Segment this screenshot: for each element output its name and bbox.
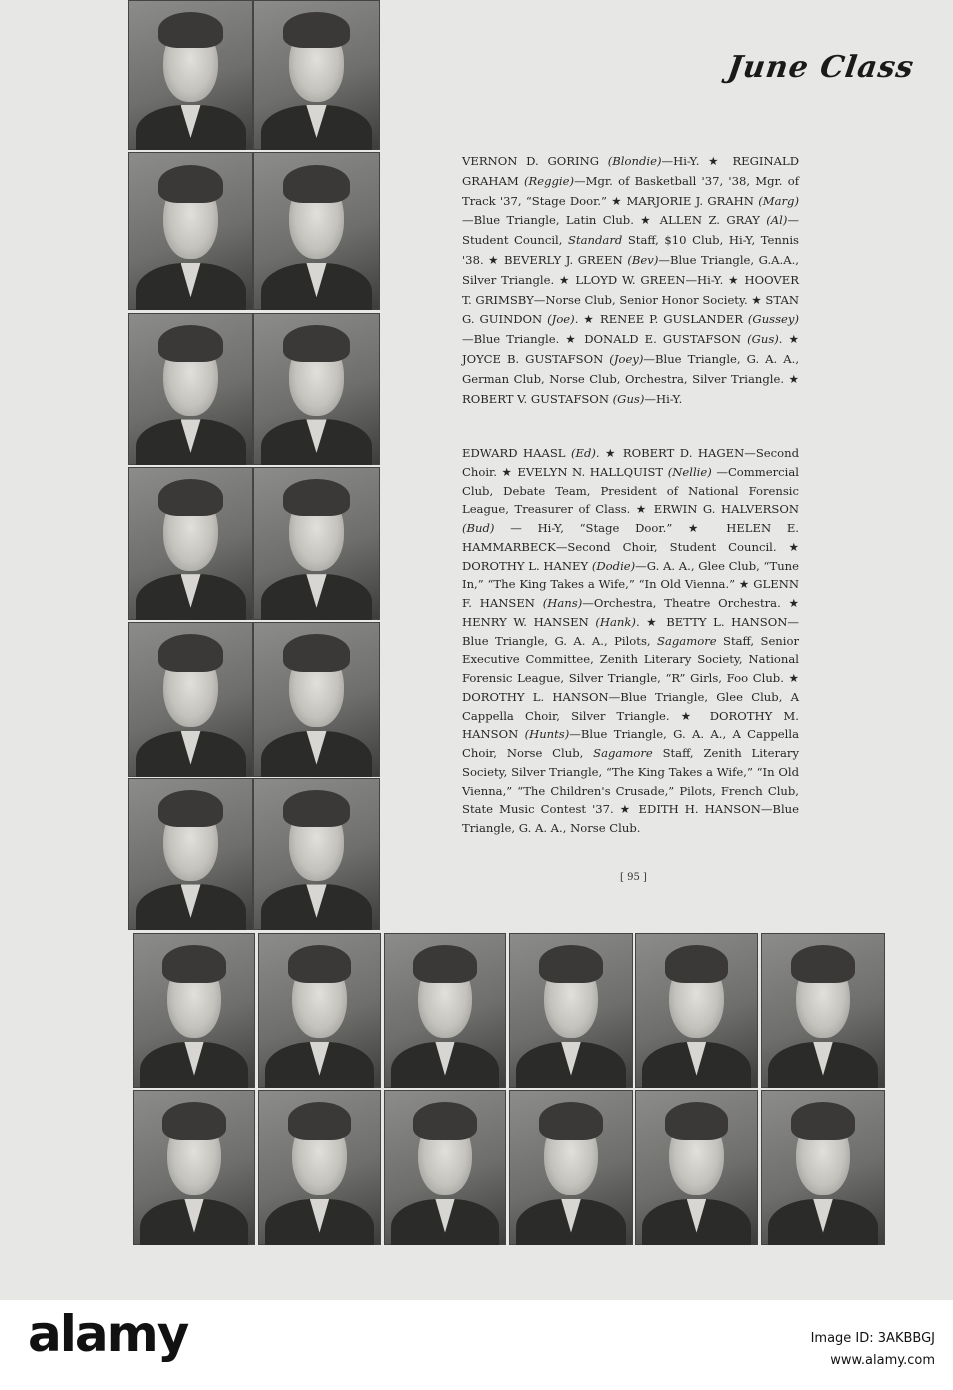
student-portrait-photo xyxy=(384,1090,506,1245)
nickname-text: (Blondie) xyxy=(607,154,662,168)
biography-text: — Hi-Y, “Stage Door.” ★ HELEN E. HAMMARBECK—Second Choir, Student Council. ★ DOROTHY L. HANEY xyxy=(462,521,799,573)
biography-text: —Blue Triangle. ★ DONALD E. GUSTAFSON xyxy=(462,332,748,347)
alamy-logo: alamy xyxy=(28,1305,188,1363)
nickname-text: (Gus). xyxy=(747,332,783,347)
nickname-text: (Al) xyxy=(766,213,788,228)
student-portrait-photo xyxy=(509,1090,633,1245)
nickname-text: (Joe). xyxy=(547,312,579,327)
biography-text: —Blue Triangle, G.A.A., Silver Triangle. ★ LLOYD W. GREEN—Hi-Y. ★ HOOVER T. GRIMSBY—Norse Club, Senior Honor Society. ★ STAN G. GUINDON xyxy=(462,252,799,327)
biography-text: Staff, $10 Club, Hi-Y, Tennis '38. ★ BEVERLY J. GREEN xyxy=(462,233,799,267)
biography-text: Staff, Senior Executive Committee, Zenith Literary Society, National Forensic League, Silver Triangle, “R” Girls, Foo Club. ★ DOROTHY L. HANSON—Blue Triangle, Glee Club, A Cappella Choir, Silver Triangle. ★ DOROTHY M. HANSON xyxy=(462,633,799,742)
biography-paragraph-g xyxy=(462,152,799,409)
biography-text: —Blue Triangle, Latin Club. ★ ALLEN Z. GRAY xyxy=(462,213,767,228)
biography-text: ★ RENEE P. GUSLANDER xyxy=(578,312,748,327)
nickname-text: (Reggie) xyxy=(523,173,575,188)
nickname-text: (Hunts) xyxy=(524,727,570,742)
biography-text: —Hi-Y. xyxy=(644,391,683,406)
biography-text: ★ JOYCE B. GUSTAFSON xyxy=(462,332,799,366)
biography-text: ★ ROBERT D. HAGEN—Second Choir. ★ EVELYN N. HALLQUIST xyxy=(462,446,799,479)
biography-text: Staff, Zenith Literary Society, Silver Triangle, “The King Takes a Wife,” “In Old Vienna,” “The Children's Crusade,” Pilots, French Club, State Music Contest '37. ★ EDITH H. HANSON—Blue Triangle, G. A. A., Norse Club. xyxy=(462,746,799,835)
nickname-text: (Gus) xyxy=(612,391,645,406)
image-id: Image ID: 3AKBBGJ xyxy=(810,1331,935,1346)
student-portrait-photo xyxy=(253,622,380,777)
student-portrait-photo xyxy=(128,778,253,930)
student-portrait-photo xyxy=(128,152,253,310)
page-number: [ 95 ] xyxy=(620,872,647,883)
student-portrait-photo xyxy=(128,467,253,620)
nickname-text: (Bev) xyxy=(627,252,659,267)
student-portrait-photo xyxy=(635,933,758,1088)
nickname-text: (Gussey) xyxy=(747,312,799,327)
student-portrait-photo xyxy=(635,1090,758,1245)
student-portrait-photo xyxy=(253,778,380,930)
nickname-text: (Hans) xyxy=(542,596,583,610)
nickname-text: (Bud) xyxy=(462,521,495,535)
biography-text: —Blue Triangle, G. A. A., German Club, Norse Club, Orchestra, Silver Triangle. ★ ROBERT V. GUSTAFSON xyxy=(462,351,800,406)
student-portrait-photo xyxy=(128,313,253,465)
biography-text: —Student Council, xyxy=(462,213,799,248)
biography-text: —Commercial Club, Debate Team, President of National Forensic League, Treasurer of Class. ★ ERWIN G. HALVERSON xyxy=(462,464,800,517)
biography-text: VERNON D. GORING xyxy=(462,154,608,168)
alamy-url: www.alamy.com xyxy=(830,1353,935,1368)
student-portrait-photo xyxy=(133,1090,255,1245)
nickname-text: (Hank). xyxy=(595,614,640,629)
student-portrait-photo xyxy=(128,0,253,150)
student-portrait-photo xyxy=(253,467,380,620)
student-portrait-photo xyxy=(761,1090,885,1245)
nickname-text: Standard xyxy=(568,233,623,248)
student-portrait-photo xyxy=(258,1090,381,1245)
student-portrait-photo xyxy=(133,933,255,1088)
biography-text: —Blue Triangle, G. A. A., A Cappella Choir, Norse Club, xyxy=(462,727,799,760)
biography-text: —G. A. A., Glee Club, “Tune In,” “The King Takes a Wife,” “In Old Vienna.” ★ GLENN F. HANSEN xyxy=(462,558,800,610)
biography-text: —Mgr. of Basketball '37, '38, Mgr. of Track '37, “Stage Door.” ★ MARJORIE J. GRAHN xyxy=(462,173,800,208)
student-portrait-photo xyxy=(253,152,380,310)
student-portrait-photo xyxy=(253,313,380,465)
student-portrait-photo xyxy=(258,933,381,1088)
biography-paragraph-h xyxy=(462,444,799,838)
nickname-text: Sagamore xyxy=(657,633,717,648)
student-portrait-photo xyxy=(761,933,885,1088)
nickname-text: (Ed). xyxy=(571,446,600,460)
biography-text: ★ BETTY L. HANSON—Blue Triangle, G. A. A., Pilots, xyxy=(462,614,799,648)
nickname-text: (Joey) xyxy=(609,351,644,366)
nickname-text: Sagamore xyxy=(593,746,653,760)
image-id-block xyxy=(811,1328,935,1372)
student-portrait-photo xyxy=(253,0,380,150)
page-title: June Class xyxy=(725,50,917,85)
student-portrait-photo xyxy=(384,933,506,1088)
nickname-text: (Dodie) xyxy=(591,558,636,573)
nickname-text: (Nellie) xyxy=(667,464,712,479)
biography-text: EDWARD HAASL xyxy=(462,446,571,460)
biography-text: —Hi-Y. ★ REGINALD GRAHAM xyxy=(462,154,799,188)
biography-text: —Orchestra, Theatre Orchestra. ★ HENRY W. HANSEN xyxy=(462,596,799,629)
student-portrait-photo xyxy=(509,933,633,1088)
nickname-text: (Marg) xyxy=(758,193,799,208)
student-portrait-photo xyxy=(128,622,253,777)
